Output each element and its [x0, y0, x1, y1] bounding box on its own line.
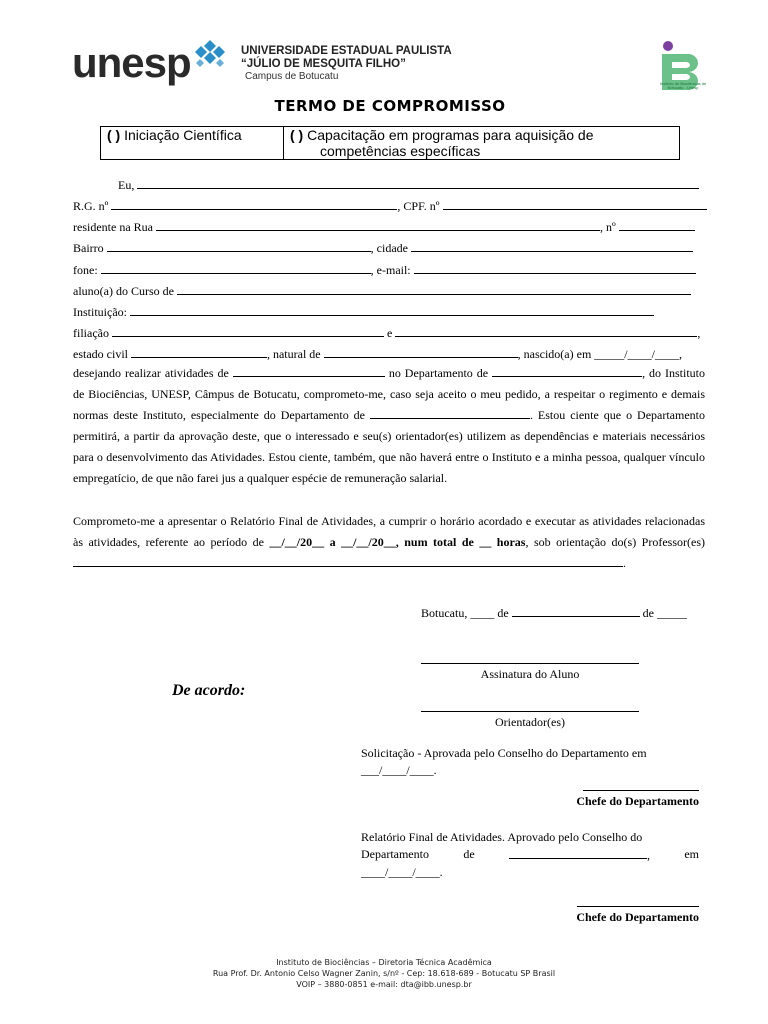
- natural-field[interactable]: [324, 346, 518, 358]
- campus-name: Campus de Botucatu: [245, 71, 339, 83]
- footer-line3: VOIP – 3880-0851 e-mail: dta@ibb.unesp.br: [296, 980, 472, 989]
- student-signature-label: Assinatura do Aluno: [480, 667, 580, 681]
- departamento-field[interactable]: [492, 365, 642, 377]
- iniciacao-label: Iniciação Científica: [124, 127, 242, 143]
- cpf-field[interactable]: [443, 198, 707, 210]
- footer-line1: Instituto de Biociências – Diretoria Técnica Acadêmica: [276, 958, 492, 967]
- filiacao-and: e: [386, 326, 393, 340]
- rua-field[interactable]: [156, 219, 600, 231]
- field-row-estado-civil: [73, 346, 705, 361]
- city-date-a: Botucatu, ____ de: [421, 606, 509, 620]
- curso-field[interactable]: [177, 283, 691, 295]
- university-line2: “JÚLIO DE MESQUITA FILHO”: [241, 58, 406, 71]
- capacitacao-label-line2: competências específicas: [320, 143, 481, 159]
- relatorio-departamento: Departamento: [361, 847, 429, 861]
- iniciacao-checkbox[interactable]: ( ): [107, 127, 121, 143]
- page-footer: [0, 957, 768, 990]
- document-title: TERMO DE COMPROMISSO: [274, 97, 506, 115]
- professor-field[interactable]: [73, 555, 623, 567]
- solicitacao-line1: Solicitação - Aprovada pelo Conselho do Departamento em: [361, 746, 647, 760]
- filiacao-mae-field[interactable]: [395, 325, 697, 337]
- chefe-label-1: Chefe do Departamento: [576, 794, 699, 808]
- bairro-field[interactable]: [107, 240, 371, 252]
- bairro-label: Bairro: [73, 241, 104, 255]
- atividades-field[interactable]: [233, 365, 385, 377]
- solicitacao-text: [361, 746, 699, 777]
- numero-label: , nº: [599, 220, 616, 234]
- program-options-table: [100, 126, 680, 160]
- rg-field[interactable]: [111, 198, 397, 210]
- field-row-instituicao: [73, 304, 705, 319]
- email-field[interactable]: [414, 262, 696, 274]
- footer-line2: Rua Prof. Dr. Antonio Celso Wagner Zanin, s/nº - Cep: 18.618-689 - Botucatu SP Brasil: [212, 969, 556, 978]
- comma: ,: [697, 326, 701, 340]
- relatorio-text: [361, 830, 699, 879]
- unesp-wordmark: unesp: [72, 39, 191, 86]
- departamento-regimento-field[interactable]: [370, 407, 530, 419]
- chefe-label-2: Chefe do Departamento: [576, 910, 699, 924]
- chefe-signature-line-1[interactable]: [583, 790, 699, 791]
- estado-civil-label: estado civil: [73, 347, 128, 361]
- p2-text-b: , sob orientação do(s) Professor(es): [525, 535, 705, 549]
- option-iniciacao: [101, 127, 284, 159]
- relatorio-em: em: [684, 847, 699, 861]
- cpf-label: , CPF. nº: [397, 199, 440, 213]
- p2-text-a: Comprometo-me a apresentar o Relatório Final de Atividades, a cumprir o horário acordado e executar as atividades relacionadas às atividades, referente ao período de: [73, 514, 705, 549]
- field-row-bairro: [73, 240, 705, 255]
- numero-field[interactable]: [619, 219, 695, 231]
- period-field[interactable]: __/__/20__ a __/__/20__, num total de __ horas: [269, 535, 526, 549]
- month-field[interactable]: [512, 605, 640, 617]
- curso-label: aluno(a) do Curso de: [73, 284, 174, 298]
- p1-text-a: desejando realizar atividades de: [73, 366, 229, 380]
- filiacao-label: filiação: [73, 326, 109, 340]
- relatorio-comma: ,: [646, 848, 650, 862]
- commitment-paragraph: [73, 363, 705, 489]
- email-label: , e-mail:: [370, 263, 411, 277]
- filiacao-pai-field[interactable]: [112, 325, 384, 337]
- chefe-signature-line-2[interactable]: [577, 906, 699, 907]
- student-signature-line[interactable]: [421, 663, 639, 664]
- relatorio-de: de: [463, 847, 475, 861]
- rua-label: residente na Rua: [73, 220, 153, 234]
- field-row-name: [73, 177, 705, 192]
- name-field[interactable]: [137, 177, 699, 189]
- city-date-b: de _____: [642, 606, 687, 620]
- rg-label: R.G. nº: [73, 199, 109, 213]
- relatorio-line1: Relatório Final de Atividades. Aprovado pelo Conselho do: [361, 830, 643, 844]
- advisor-signature-line[interactable]: [421, 711, 639, 712]
- field-row-rg: [73, 198, 705, 213]
- p1-text-c: , do Instituto de Biociências, UNESP, Câmpus de Botucatu, comprometo-me, caso seja aceito o meu pedido, a respeitar o regimento e demais normas deste Instituto, especialmente do Departamento de: [73, 366, 706, 422]
- relatorio-date-field[interactable]: ____/____/____.: [361, 865, 443, 879]
- solicitacao-date-field[interactable]: ___/____/____.: [361, 763, 437, 777]
- estado-civil-field[interactable]: [131, 346, 267, 358]
- field-row-rua: [73, 219, 705, 234]
- advisor-signature-label: Orientador(es): [495, 715, 565, 729]
- relatorio-departamento-field[interactable]: [509, 847, 647, 859]
- nascido-label: , nascido(a) em: [517, 347, 592, 361]
- report-paragraph: Comprometo-me a apresentar o Relatório Final de Atividades, a cumprir o horário acordado e executar as atividades relacionadas às atividades, referente ao período de __/__/20__ a __/__/20__, num total de __ horas, sob orientação do(s) Professor(es) .: [73, 514, 705, 570]
- university-line1: UNIVERSIDADE ESTADUAL PAULISTA: [241, 45, 452, 57]
- instituicao-label: Instituição:: [73, 305, 127, 319]
- cidade-field[interactable]: [411, 240, 693, 252]
- university-name: [241, 45, 452, 83]
- birth-date-field[interactable]: _____/____/____,: [594, 347, 682, 361]
- natural-label: , natural de: [266, 347, 321, 361]
- option-capacitacao: [284, 127, 679, 159]
- field-row-fone: [73, 262, 705, 277]
- cidade-label: , cidade: [370, 241, 408, 255]
- institute-logo-caption: Instituto de Biociências de Botucatu - Unesp: [659, 81, 707, 91]
- de-acordo-label: De acordo:: [172, 682, 246, 699]
- p1-text-b: no Departamento de: [388, 366, 489, 380]
- field-row-filiacao: [73, 325, 705, 340]
- city-date-line: [421, 605, 687, 620]
- field-row-curso: [73, 283, 705, 298]
- p1-text-d: . Estou ciente que o Departamento permitirá, a partir da aprovação deste, que o interessado e seu(s) orientador(es) utilizem as dependências e materiais necessários para o desenvolvimento das Atividades. Estou ciente, também, que não haverá entre o Instituto e a minha pessoa, qualquer vínculo empregatício, de que não farei jus a qualquer espécie de remuneração salarial.: [73, 408, 706, 485]
- relatorio-line2: [361, 847, 699, 862]
- fone-field[interactable]: [101, 262, 371, 274]
- capacitacao-label-line1: Capacitação em programas para aquisição de: [307, 127, 594, 143]
- eu-label: Eu,: [118, 178, 135, 192]
- fone-label: fone:: [73, 263, 98, 277]
- unesp-logo-icon: [192, 40, 228, 68]
- capacitacao-checkbox[interactable]: ( ): [290, 127, 304, 143]
- instituicao-field[interactable]: [130, 304, 654, 316]
